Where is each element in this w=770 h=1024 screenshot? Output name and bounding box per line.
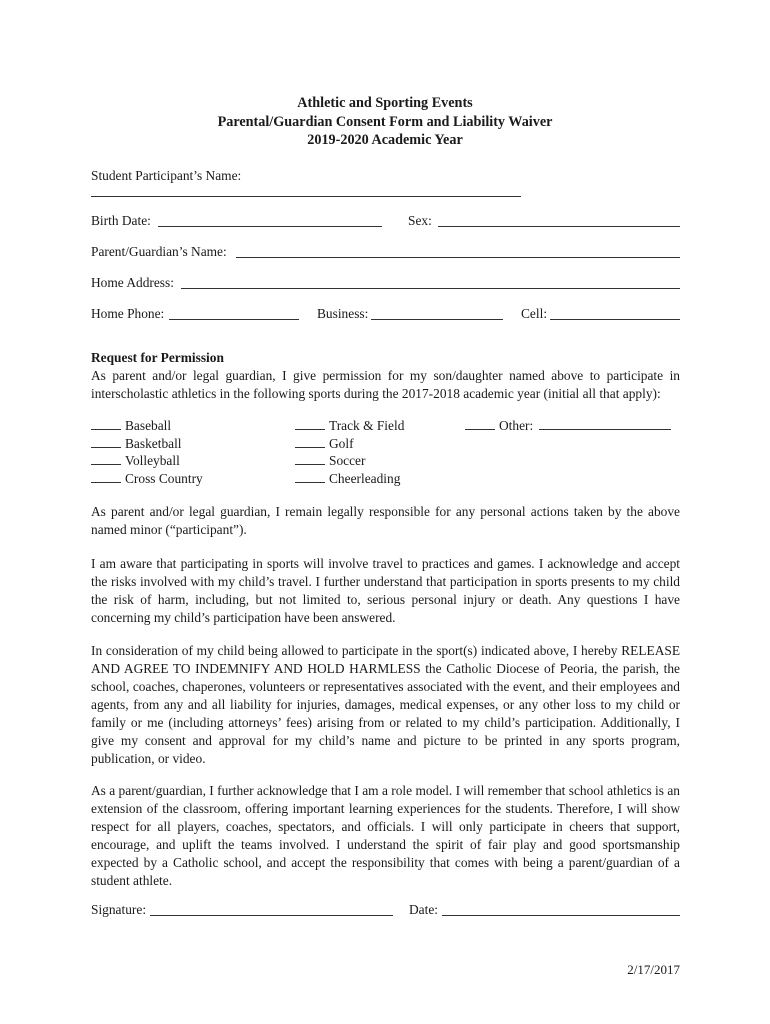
sex-field[interactable]	[438, 226, 680, 227]
sport-item[interactable]	[91, 452, 180, 470]
sport-label: Volleyball	[125, 453, 180, 468]
initial-blank[interactable]	[91, 417, 121, 430]
guardian-name-field[interactable]	[236, 257, 680, 258]
sport-label: Track & Field	[329, 418, 405, 433]
sport-label: Cheerleading	[329, 471, 401, 486]
initial-blank[interactable]	[295, 470, 325, 483]
sport-label: Cross Country	[125, 471, 203, 486]
initial-blank[interactable]	[465, 417, 495, 430]
sport-item[interactable]	[91, 435, 182, 453]
sport-label: Basketball	[125, 436, 182, 451]
sport-item[interactable]	[295, 435, 354, 453]
home-phone-field[interactable]	[169, 319, 299, 320]
birth-date-label: Birth Date:	[91, 213, 151, 228]
sport-item[interactable]	[91, 417, 171, 435]
sport-label: Soccer	[329, 453, 366, 468]
form-title-line3: 2019-2020 Academic Year	[307, 132, 463, 148]
initial-blank[interactable]	[295, 435, 325, 448]
sport-item-other[interactable]	[465, 417, 671, 435]
initial-blank[interactable]	[295, 417, 325, 430]
sport-item[interactable]	[295, 470, 400, 488]
date-field[interactable]	[442, 915, 680, 916]
cell-phone-field[interactable]	[550, 319, 680, 320]
signature-field[interactable]	[150, 915, 393, 916]
role-model-paragraph: As a parent/guardian, I further acknowledge that I am a role model. I will remember that school athletics is an extension of the classroom, offering important learning experiences for the students. Therefore, I will show respect for all players, coaches, spectators, and officials. I will only participate in cheers that support, encourage, and uplift the teams involved. I understand the spirit of fair play and good sportsmanship expected by a Catholic school, and accept the responsibility that comes with being a parent/guardian of a student athlete.	[91, 783, 680, 888]
sport-item[interactable]	[91, 470, 203, 488]
sport-item[interactable]	[295, 452, 365, 470]
student-name-label: Student Participant’s Name:	[91, 168, 242, 183]
home-address-field[interactable]	[181, 288, 680, 289]
permission-text: As parent and/or legal guardian, I give permission for my son/daughter named above to participate in interscholastic athletics in the following sports during the 2017-2018 academic year (initial all that apply):	[91, 368, 680, 401]
initial-blank[interactable]	[295, 452, 325, 465]
student-name-field[interactable]	[91, 196, 521, 197]
guardian-name-label: Parent/Guardian’s Name:	[91, 244, 227, 259]
home-address-label: Home Address:	[91, 275, 174, 290]
other-sport-field[interactable]	[539, 417, 671, 430]
sport-item[interactable]	[295, 417, 404, 435]
sex-label: Sex:	[408, 213, 432, 228]
permission-heading: Request for Permission	[91, 350, 224, 365]
home-phone-label: Home Phone:	[91, 306, 165, 321]
business-phone-label: Business:	[317, 306, 369, 321]
form-title-line1: Athletic and Sporting Events	[297, 95, 473, 111]
birth-date-field[interactable]	[158, 226, 382, 227]
other-label: Other:	[499, 418, 534, 433]
risk-paragraph: I am aware that participating in sports will involve travel to practices and games. I acknowledge and accept the risks involved with my child’s travel. I further understand that participation in sports presents to my child the risk of harm, including, but not limited to, serious personal injury or death. Any questions I have concerning my child’s participation have been answered.	[91, 556, 680, 625]
signature-label: Signature:	[91, 902, 147, 917]
initial-blank[interactable]	[91, 435, 121, 448]
sport-label: Baseball	[125, 418, 172, 433]
business-phone-field[interactable]	[371, 319, 503, 320]
responsibility-paragraph: As parent and/or legal guardian, I remain legally responsible for any personal actions taken by the above named minor (“participant”).	[91, 504, 680, 537]
date-label: Date:	[409, 902, 438, 917]
footer-date: 2/17/2017	[627, 962, 680, 977]
release-paragraph: In consideration of my child being allowed to participate in the sport(s) indicated above, I hereby RELEASE AND AGREE TO INDEMNIFY AND HOLD HARMLESS the Catholic Diocese of Peoria, the parish, the school, coaches, chaperones, volunteers or representatives associated with the event, and their employees and agents, from any and all liability for injuries, damages, medical expenses, or any other loss to my child or family or me (including attorneys’ fees) arising from or related to my child’s participation. Additionally, I give my consent and approval for my child’s name and picture to be printed in any sports program, publication, or video.	[91, 643, 680, 766]
form-title-line2: Parental/Guardian Consent Form and Liability Waiver	[217, 114, 553, 130]
sport-label: Golf	[329, 436, 354, 451]
initial-blank[interactable]	[91, 452, 121, 465]
cell-phone-label: Cell:	[521, 306, 548, 321]
initial-blank[interactable]	[91, 470, 121, 483]
